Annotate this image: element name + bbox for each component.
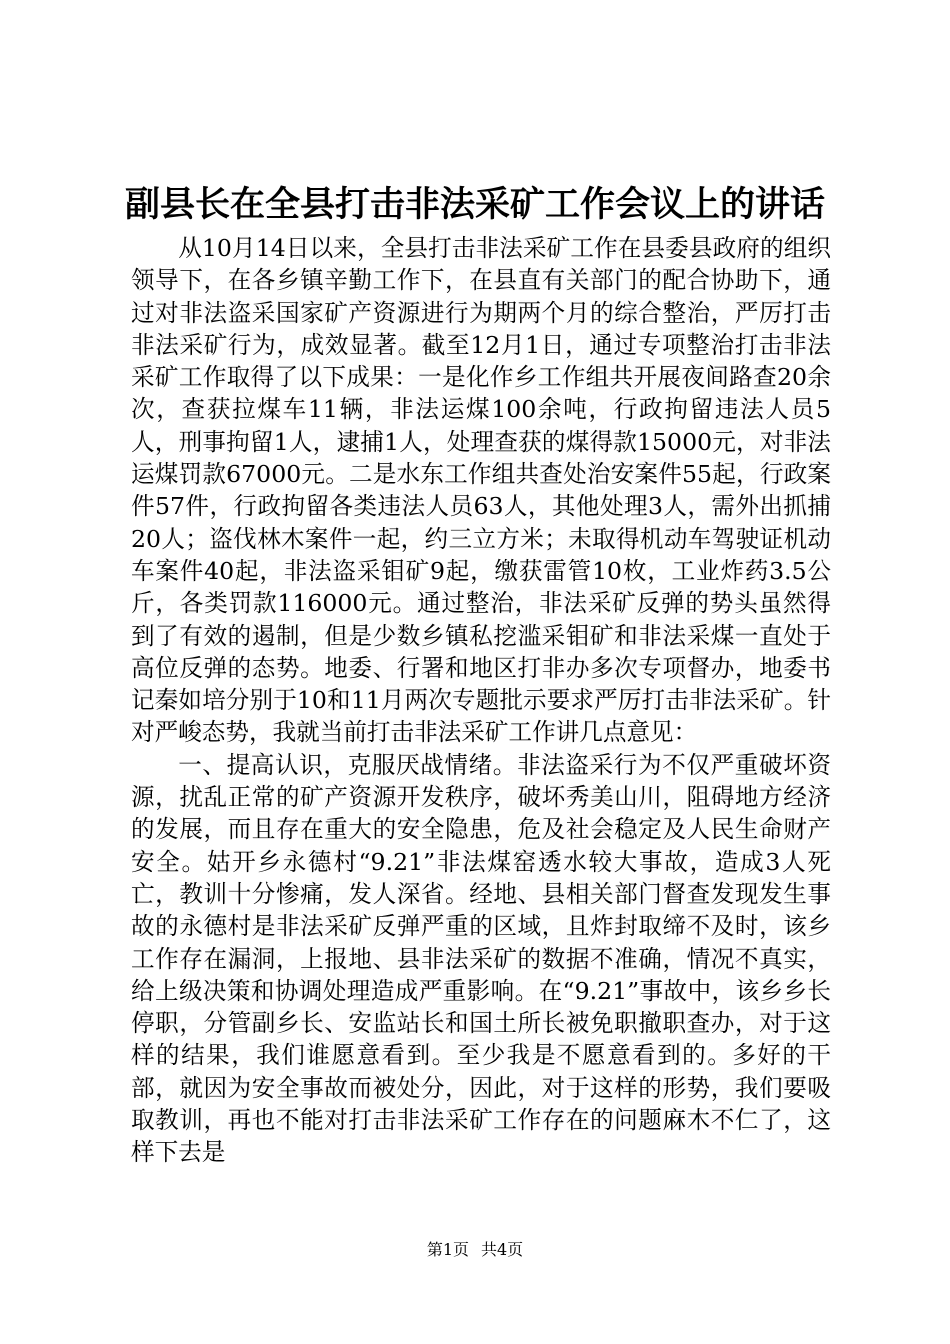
page-title: 副县长在全县打击非法采矿工作会议上的讲话 [124,184,825,225]
paragraph-intro: 从10月14日以来，全县打击非法采矿工作在县委县政府的组织领导下，在各乡镇辛勤工作下，在县直有关部门的配合协助下，通过对非法盗采国家矿产资源进行为期两个月的综合整治，严厉打击非法采矿行为，成效显著。截至12月1日，通过专项整治打击非法采矿工作取得了以下成果：一是化作乡工作组共开展夜间路查20余次，查获拉煤车11辆，非法运煤100余吨，行政拘留违法人员5人，刑事拘留1人，逮捕1人，处理查获的煤得款15000元，对非法运煤罚款67000元。二是水东工作组共查处治安案件55起，行政案件57件，行政拘留各类违法人员63人，其他处理3人，需外出抓捕20人；盗伐林木案件一起，约三立方米；未取得机动车驾驶证机动车案件40起，非法盗采钼矿9起，缴获雷管10枚，工业炸药3.5公斤，各类罚款116000元。通过整治，非法采矿反弹的势头虽然得到了有效的遏制，但是少数乡镇私挖滥采钼矿和非法采煤一直处于高位反弹的态势。地委、行署和地区打非办多次专项督办，地委书记秦如培分别于10和11月两次专题批示要求严厉打击非法采矿。针对严峻态势，我就当前打击非法采矿工作讲几点意见： [131,234,831,747]
paragraph-section-one: 一、提高认识，克服厌战情绪。非法盗采行为不仅严重破坏资源，扰乱正常的矿产资源开发秩序，破坏秀美山川，阻碍地方经济的发展，而且存在重大的安全隐患，危及社会稳定及人民生命财产安全。姑开乡永德村“9.21”非法煤窑透水较大事故，造成3人死亡，教训十分惨痛，发人深省。经地、县相关部门督查发现发生事故的永德村是非法采矿反弹严重的区域，且炸封取缔不及时，该乡工作存在漏洞，上报地、县非法采矿的数据不准确，情况不真实，给上级决策和协调处理造成严重影响。在“9.21”事故中，该乡乡长停职，分管副乡长、安监站长和国土所长被免职撤职查办，对于这样的结果，我们谁愿意看到。至少我是不愿意看到的。多好的干部，就因为安全事故而被处分，因此，对于这样的形势，我们要吸取教训，再也不能对打击非法采矿工作存在的问题麻木不仁了，这样下去是 [131,750,831,1167]
document-body [131,232,831,1169]
page-footer [0,1238,950,1262]
page-number: 第1页 [426,1240,469,1259]
page-total: 共4页 [481,1240,524,1259]
